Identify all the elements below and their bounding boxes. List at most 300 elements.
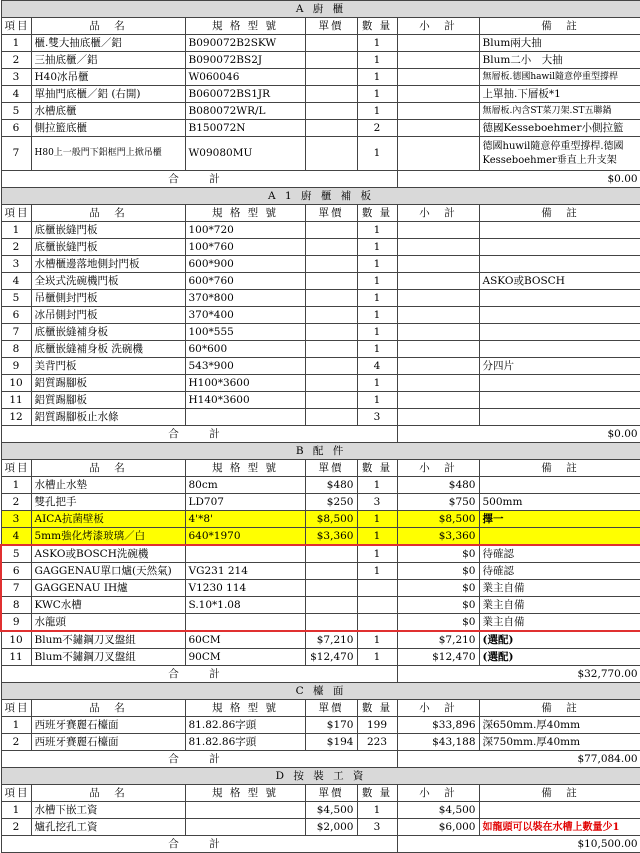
section-total-row — [1, 426, 640, 443]
row-index: 4 — [1, 273, 31, 290]
header-qty: 數 量 — [357, 785, 397, 802]
subtotal — [397, 273, 479, 290]
item-note — [479, 392, 640, 409]
table-row — [1, 256, 640, 273]
row-index: 2 — [1, 734, 31, 751]
item-spec: W060046 — [185, 69, 305, 86]
section-title-row — [1, 768, 640, 785]
item-note: (選配) — [479, 649, 640, 666]
table-row — [1, 86, 640, 103]
header-price: 單價 — [305, 18, 357, 35]
item-name: 單抽門底櫃／鋁 (右開) — [31, 86, 185, 103]
subtotal: $750 — [397, 494, 479, 511]
unit-price — [305, 341, 357, 358]
quantity: 1 — [357, 137, 397, 171]
item-name: 三抽底櫃／鋁 — [31, 52, 185, 69]
row-index: 6 — [1, 563, 31, 580]
header-spec: 規 格 型 號 — [185, 460, 305, 477]
section-total-row — [1, 836, 640, 853]
item-note: Blum二小 大抽 — [479, 52, 640, 69]
header-name: 品 名 — [31, 205, 185, 222]
header-index: 項目 — [1, 700, 31, 717]
row-index: 11 — [1, 649, 31, 666]
item-note: 待確認 — [479, 545, 640, 563]
quantity: 1 — [357, 649, 397, 666]
row-index: 5 — [1, 545, 31, 563]
quantity: 1 — [357, 563, 397, 580]
item-spec: 4'*8' — [185, 511, 305, 528]
subtotal: $0 — [397, 563, 479, 580]
subtotal — [397, 52, 479, 69]
item-note: 分四片 — [479, 358, 640, 375]
row-index: 9 — [1, 358, 31, 375]
subtotal: $33,896 — [397, 717, 479, 734]
quantity: 1 — [357, 545, 397, 563]
table-row — [1, 477, 640, 494]
item-spec — [185, 614, 305, 632]
item-name: 水槽下嵌工資 — [31, 802, 185, 819]
row-index: 1 — [1, 222, 31, 239]
quantity: 223 — [357, 734, 397, 751]
item-name: 冰吊側封門板 — [31, 307, 185, 324]
row-index: 10 — [1, 631, 31, 649]
subtotal — [397, 290, 479, 307]
column-header-row — [1, 700, 640, 717]
quantity: 3 — [357, 819, 397, 836]
unit-price — [305, 580, 357, 597]
section-title-row — [1, 443, 640, 460]
header-name: 品 名 — [31, 18, 185, 35]
table-row — [1, 528, 640, 546]
quantity — [357, 597, 397, 614]
section-total: $0.00 — [397, 426, 640, 443]
table-row — [1, 273, 640, 290]
item-note: 無層板.內含ST菜刀架.ST五聯鍋 — [479, 103, 640, 120]
subtotal: $4,500 — [397, 802, 479, 819]
unit-price — [305, 35, 357, 52]
header-qty: 數 量 — [357, 700, 397, 717]
item-spec: 600*900 — [185, 256, 305, 273]
unit-price: $7,210 — [305, 631, 357, 649]
table-row — [1, 511, 640, 528]
row-index: 12 — [1, 409, 31, 426]
unit-price: $170 — [305, 717, 357, 734]
header-spec: 規 格 型 號 — [185, 785, 305, 802]
item-note: 深750mm.厚40mm — [479, 734, 640, 751]
row-index: 1 — [1, 717, 31, 734]
item-name: 爐孔挖孔工資 — [31, 819, 185, 836]
subtotal — [397, 307, 479, 324]
header-price: 單價 — [305, 460, 357, 477]
item-name: 鋁質踢腳板止水條 — [31, 409, 185, 426]
subtotal — [397, 137, 479, 171]
section-total-row — [1, 666, 640, 683]
unit-price: $250 — [305, 494, 357, 511]
item-spec: 100*555 — [185, 324, 305, 341]
table-row — [1, 69, 640, 86]
row-index: 7 — [1, 580, 31, 597]
section-title: A 1 廚 櫃 補 板 — [1, 188, 640, 205]
item-note — [479, 802, 640, 819]
quantity: 1 — [357, 324, 397, 341]
table-row — [1, 563, 640, 580]
subtotal — [397, 392, 479, 409]
quantity — [357, 614, 397, 632]
quantity: 1 — [357, 222, 397, 239]
row-index: 6 — [1, 307, 31, 324]
table-row — [1, 649, 640, 666]
row-index: 7 — [1, 324, 31, 341]
item-name: Blum不鏽鋼刀叉盤組 — [31, 649, 185, 666]
section-title: B 配 件 — [1, 443, 640, 460]
total-label: 合 計 — [1, 666, 397, 683]
unit-price: $4,500 — [305, 802, 357, 819]
table-row — [1, 375, 640, 392]
item-spec — [185, 545, 305, 563]
row-index: 6 — [1, 120, 31, 137]
section-title-row — [1, 188, 640, 205]
table-row — [1, 734, 640, 751]
unit-price — [305, 290, 357, 307]
unit-price — [305, 273, 357, 290]
row-index: 5 — [1, 103, 31, 120]
row-index: 7 — [1, 137, 31, 171]
quantity: 2 — [357, 120, 397, 137]
item-note: 業主自備 — [479, 597, 640, 614]
item-spec: 81.82.86字頭 — [185, 734, 305, 751]
item-note — [479, 341, 640, 358]
table-row — [1, 597, 640, 614]
header-name: 品 名 — [31, 460, 185, 477]
table-row — [1, 819, 640, 836]
subtotal: $6,000 — [397, 819, 479, 836]
subtotal — [397, 222, 479, 239]
section-title: D 按 裝 工 資 — [1, 768, 640, 785]
item-note — [479, 239, 640, 256]
item-note: 業主自備 — [479, 580, 640, 597]
column-header-row — [1, 460, 640, 477]
row-index: 2 — [1, 52, 31, 69]
item-name: 水槽止水墊 — [31, 477, 185, 494]
table-row — [1, 717, 640, 734]
total-label: 合 計 — [1, 751, 397, 768]
quantity: 199 — [357, 717, 397, 734]
table-row — [1, 802, 640, 819]
subtotal — [397, 358, 479, 375]
quantity: 1 — [357, 511, 397, 528]
table-row — [1, 137, 640, 171]
item-name: H40冰吊櫃 — [31, 69, 185, 86]
section-total-row — [1, 171, 640, 188]
header-spec: 規 格 型 號 — [185, 18, 305, 35]
item-note — [479, 222, 640, 239]
item-spec: 81.82.86字頭 — [185, 717, 305, 734]
row-index: 3 — [1, 511, 31, 528]
item-note: 業主自備 — [479, 614, 640, 632]
table-row — [1, 222, 640, 239]
row-index: 4 — [1, 528, 31, 546]
row-index: 10 — [1, 375, 31, 392]
item-spec: 600*760 — [185, 273, 305, 290]
header-price: 單價 — [305, 205, 357, 222]
quantity: 3 — [357, 494, 397, 511]
unit-price — [305, 86, 357, 103]
row-index: 2 — [1, 819, 31, 836]
item-note: 深650mm.厚40mm — [479, 717, 640, 734]
row-index: 9 — [1, 614, 31, 632]
quantity: 1 — [357, 307, 397, 324]
table-row — [1, 392, 640, 409]
item-note: 如龍頭可以裝在水槽上數量少1 — [479, 819, 640, 836]
subtotal — [397, 120, 479, 137]
header-qty: 數 量 — [357, 205, 397, 222]
item-name: 吊櫃側封門板 — [31, 290, 185, 307]
header-subtotal: 小 計 — [397, 785, 479, 802]
item-name: 鋁質踢腳板 — [31, 375, 185, 392]
item-note: 500mm — [479, 494, 640, 511]
quantity: 1 — [357, 239, 397, 256]
header-index: 項目 — [1, 205, 31, 222]
header-note: 備 註 — [479, 700, 640, 717]
subtotal: $0 — [397, 545, 479, 563]
row-index: 1 — [1, 35, 31, 52]
column-header-row — [1, 18, 640, 35]
header-index: 項目 — [1, 785, 31, 802]
item-spec — [185, 409, 305, 426]
subtotal: $43,188 — [397, 734, 479, 751]
row-index: 3 — [1, 256, 31, 273]
item-name: 底櫃嵌縫門板 — [31, 222, 185, 239]
item-name: 西班牙賽麗石檯面 — [31, 717, 185, 734]
header-index: 項目 — [1, 460, 31, 477]
section-title-row — [1, 683, 640, 700]
subtotal: $0 — [397, 597, 479, 614]
quantity: 1 — [357, 631, 397, 649]
item-spec: V1230 114 — [185, 580, 305, 597]
header-qty: 數 量 — [357, 460, 397, 477]
unit-price: $480 — [305, 477, 357, 494]
item-note — [479, 477, 640, 494]
table-row — [1, 494, 640, 511]
row-index: 2 — [1, 494, 31, 511]
item-name: 側拉籃底櫃 — [31, 120, 185, 137]
item-spec: 60*600 — [185, 341, 305, 358]
item-spec: VG231 214 — [185, 563, 305, 580]
item-spec: B090072BS2J — [185, 52, 305, 69]
header-spec: 規 格 型 號 — [185, 700, 305, 717]
unit-price — [305, 137, 357, 171]
unit-price — [305, 614, 357, 632]
table-row — [1, 358, 640, 375]
total-label: 合 計 — [1, 426, 397, 443]
table-row — [1, 631, 640, 649]
subtotal — [397, 103, 479, 120]
unit-price — [305, 545, 357, 563]
row-index: 2 — [1, 239, 31, 256]
item-spec: 640*1970 — [185, 528, 305, 546]
item-note — [479, 256, 640, 273]
item-name: Blum不鏽鋼刀叉盤組 — [31, 631, 185, 649]
quantity: 1 — [357, 273, 397, 290]
total-label: 合 計 — [1, 836, 397, 853]
total-label: 合 計 — [1, 171, 397, 188]
quantity: 1 — [357, 477, 397, 494]
item-name: 美背門板 — [31, 358, 185, 375]
item-note — [479, 375, 640, 392]
unit-price — [305, 597, 357, 614]
subtotal: $0 — [397, 614, 479, 632]
quantity: 1 — [357, 341, 397, 358]
section-total: $32,770.00 — [397, 666, 640, 683]
item-name: AICA抗菌壁板 — [31, 511, 185, 528]
item-note: 德國Kesseboehmer小側拉籃 — [479, 120, 640, 137]
item-spec: B090072B2SKW — [185, 35, 305, 52]
header-note: 備 註 — [479, 205, 640, 222]
unit-price — [305, 324, 357, 341]
table-row — [1, 307, 640, 324]
row-index: 4 — [1, 86, 31, 103]
item-note — [479, 409, 640, 426]
item-spec: 100*720 — [185, 222, 305, 239]
item-spec: 60CM — [185, 631, 305, 649]
section-title: A 廚 櫃 — [1, 1, 640, 18]
unit-price — [305, 103, 357, 120]
section-total: $0.00 — [397, 171, 640, 188]
section-total: $77,084.00 — [397, 751, 640, 768]
item-note — [479, 290, 640, 307]
quantity: 1 — [357, 392, 397, 409]
quantity: 1 — [357, 35, 397, 52]
subtotal: $7,210 — [397, 631, 479, 649]
item-spec: B080072WR/L — [185, 103, 305, 120]
item-note: 擇一 — [479, 511, 640, 528]
item-note: 待確認 — [479, 563, 640, 580]
table-row — [1, 409, 640, 426]
row-index: 8 — [1, 341, 31, 358]
header-qty: 數 量 — [357, 18, 397, 35]
item-name: 雙孔把手 — [31, 494, 185, 511]
item-spec: LD707 — [185, 494, 305, 511]
table-row — [1, 580, 640, 597]
item-spec: 370*400 — [185, 307, 305, 324]
header-subtotal: 小 計 — [397, 700, 479, 717]
unit-price — [305, 120, 357, 137]
unit-price — [305, 52, 357, 69]
unit-price — [305, 256, 357, 273]
item-name: 底櫃嵌縫門板 — [31, 239, 185, 256]
item-spec: B060072BS1JR — [185, 86, 305, 103]
item-name: 水槽櫃邊落地側封門板 — [31, 256, 185, 273]
quantity: 1 — [357, 69, 397, 86]
quantity: 1 — [357, 290, 397, 307]
header-note: 備 註 — [479, 460, 640, 477]
item-name: 全崁式洗碗機門板 — [31, 273, 185, 290]
table-row — [1, 324, 640, 341]
item-name: 櫃.雙大抽底櫃／鋁 — [31, 35, 185, 52]
item-spec: 543*900 — [185, 358, 305, 375]
item-spec: H140*3600 — [185, 392, 305, 409]
quantity: 1 — [357, 375, 397, 392]
item-note — [479, 528, 640, 546]
item-note: 德國huwil隨意停重型撐桿.德國Kesseboehmer垂直上升支架 — [479, 137, 640, 171]
item-spec: 80cm — [185, 477, 305, 494]
unit-price — [305, 222, 357, 239]
table-row — [1, 103, 640, 120]
quantity: 3 — [357, 409, 397, 426]
row-index: 11 — [1, 392, 31, 409]
item-note — [479, 324, 640, 341]
unit-price — [305, 375, 357, 392]
section-total: $10,500.00 — [397, 836, 640, 853]
item-name: H80上一般門下鋁框門上掀吊櫃 — [31, 137, 185, 171]
unit-price: $194 — [305, 734, 357, 751]
header-spec: 規 格 型 號 — [185, 205, 305, 222]
table-row — [1, 545, 640, 563]
subtotal — [397, 86, 479, 103]
quantity: 1 — [357, 86, 397, 103]
subtotal — [397, 409, 479, 426]
table-row — [1, 35, 640, 52]
item-name: 西班牙賽麗石檯面 — [31, 734, 185, 751]
subtotal — [397, 69, 479, 86]
item-spec: 370*800 — [185, 290, 305, 307]
item-note — [479, 307, 640, 324]
unit-price: $2,000 — [305, 819, 357, 836]
header-subtotal: 小 計 — [397, 205, 479, 222]
header-name: 品 名 — [31, 785, 185, 802]
quantity: 4 — [357, 358, 397, 375]
item-name: 底櫃嵌縫補身板 — [31, 324, 185, 341]
unit-price — [305, 307, 357, 324]
header-note: 備 註 — [479, 785, 640, 802]
header-name: 品 名 — [31, 700, 185, 717]
item-spec: 90CM — [185, 649, 305, 666]
item-name: 鋁質踢腳板 — [31, 392, 185, 409]
item-note: ASKO或BOSCH — [479, 273, 640, 290]
unit-price: $12,470 — [305, 649, 357, 666]
item-name: 5mm強化烤漆玻璃／白 — [31, 528, 185, 546]
header-subtotal: 小 計 — [397, 18, 479, 35]
subtotal: $0 — [397, 580, 479, 597]
unit-price — [305, 392, 357, 409]
quantity: 1 — [357, 256, 397, 273]
item-spec: W09080MU — [185, 137, 305, 171]
item-spec: H100*3600 — [185, 375, 305, 392]
header-subtotal: 小 計 — [397, 460, 479, 477]
table-row — [1, 341, 640, 358]
item-name: GAGGENAU IH爐 — [31, 580, 185, 597]
column-header-row — [1, 785, 640, 802]
item-note: 上單抽.下層板*1 — [479, 86, 640, 103]
item-name: KWC水槽 — [31, 597, 185, 614]
item-name: ASKO或BOSCH洗碗機 — [31, 545, 185, 563]
quantity: 1 — [357, 103, 397, 120]
header-price: 單價 — [305, 700, 357, 717]
unit-price: $8,500 — [305, 511, 357, 528]
unit-price — [305, 563, 357, 580]
row-index: 1 — [1, 477, 31, 494]
table-row — [1, 290, 640, 307]
item-name: GAGGENAU單口爐(天然氣) — [31, 563, 185, 580]
item-spec: B150072N — [185, 120, 305, 137]
header-price: 單價 — [305, 785, 357, 802]
item-name: 水龍頭 — [31, 614, 185, 632]
section-title-row — [1, 1, 640, 18]
subtotal — [397, 35, 479, 52]
row-index: 3 — [1, 69, 31, 86]
unit-price — [305, 69, 357, 86]
quantity: 1 — [357, 802, 397, 819]
